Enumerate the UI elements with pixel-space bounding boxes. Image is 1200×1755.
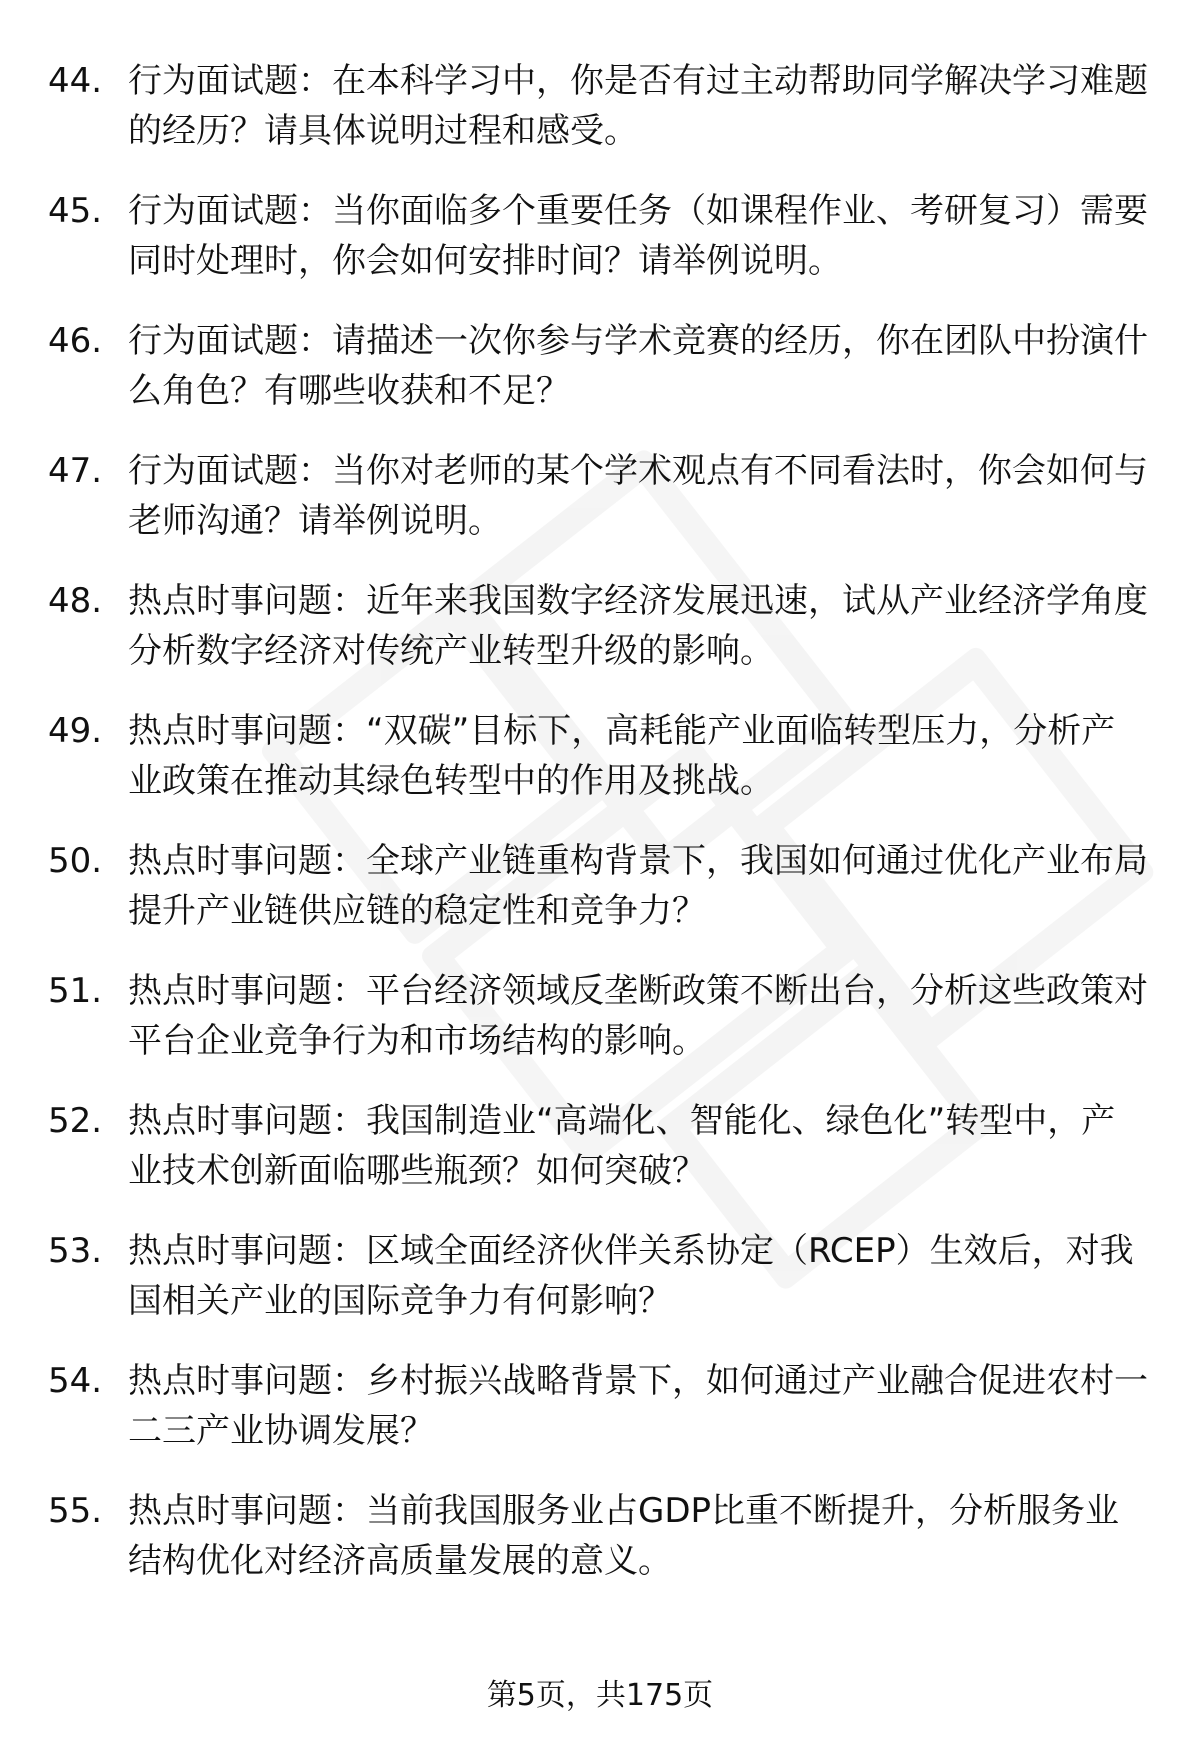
question-number: 55. — [48, 1491, 103, 1531]
question-text: 行为面试题：在本科学习中，你是否有过主动帮助同学解决学习难题的经历？请具体说明过程和感受。 — [128, 61, 1148, 151]
question-number: 54. — [48, 1361, 103, 1401]
question-text: 热点时事问题：平台经济领域反垄断政策不断出台，分析这些政策对平台企业竞争行为和市场结构的影响。 — [128, 971, 1148, 1061]
question-item — [0, 1226, 1200, 1356]
question-number: 53. — [48, 1231, 103, 1271]
question-text: 热点时事问题：乡村振兴战略背景下，如何通过产业融合促进农村一二三产业协调发展？ — [128, 1361, 1148, 1451]
question-number: 47. — [48, 451, 103, 491]
question-item — [0, 1356, 1200, 1486]
question-text: 行为面试题：请描述一次你参与学术竞赛的经历，你在团队中扮演什么角色？有哪些收获和不足？ — [128, 321, 1148, 411]
question-item — [0, 706, 1200, 836]
question-text: 热点时事问题：区域全面经济伙伴关系协定（RCEP）生效后，对我国相关产业的国际竞争力有何影响？ — [128, 1231, 1134, 1321]
question-item — [0, 186, 1200, 316]
question-text: 热点时事问题：我国制造业“高端化、智能化、绿色化”转型中，产业技术创新面临哪些瓶颈？如何突破？ — [128, 1101, 1116, 1191]
question-text: 热点时事问题：近年来我国数字经济发展迅速，试从产业经济学角度分析数字经济对传统产业转型升级的影响。 — [128, 581, 1148, 671]
question-number: 48. — [48, 581, 103, 621]
question-number: 51. — [48, 971, 103, 1011]
question-number: 45. — [48, 191, 103, 231]
question-item — [0, 1486, 1200, 1616]
question-text: 热点时事问题：全球产业链重构背景下，我国如何通过优化产业布局提升产业链供应链的稳定性和竞争力？ — [128, 841, 1148, 931]
page-footer — [0, 1676, 1200, 1716]
page-number-label: 第5页，共175页 — [486, 1678, 714, 1713]
question-number: 49. — [48, 711, 103, 751]
question-text: 热点时事问题：当前我国服务业占GDP比重不断提升，分析服务业结构优化对经济高质量发展的意义。 — [128, 1491, 1120, 1581]
question-item — [0, 1096, 1200, 1226]
question-list — [0, 56, 1200, 1616]
question-item — [0, 56, 1200, 186]
question-item — [0, 576, 1200, 706]
question-item — [0, 446, 1200, 576]
question-number: 46. — [48, 321, 103, 361]
question-number: 52. — [48, 1101, 103, 1141]
question-item — [0, 966, 1200, 1096]
question-number: 44. — [48, 61, 103, 101]
question-text: 热点时事问题：“双碳”目标下，高耗能产业面临转型压力，分析产业政策在推动其绿色转型中的作用及挑战。 — [128, 711, 1116, 801]
question-text: 行为面试题：当你面临多个重要任务（如课程作业、考研复习）需要同时处理时，你会如何安排时间？请举例说明。 — [128, 191, 1148, 281]
question-text: 行为面试题：当你对老师的某个学术观点有不同看法时，你会如何与老师沟通？请举例说明。 — [128, 451, 1148, 541]
question-item — [0, 316, 1200, 446]
question-item — [0, 836, 1200, 966]
question-number: 50. — [48, 841, 103, 881]
